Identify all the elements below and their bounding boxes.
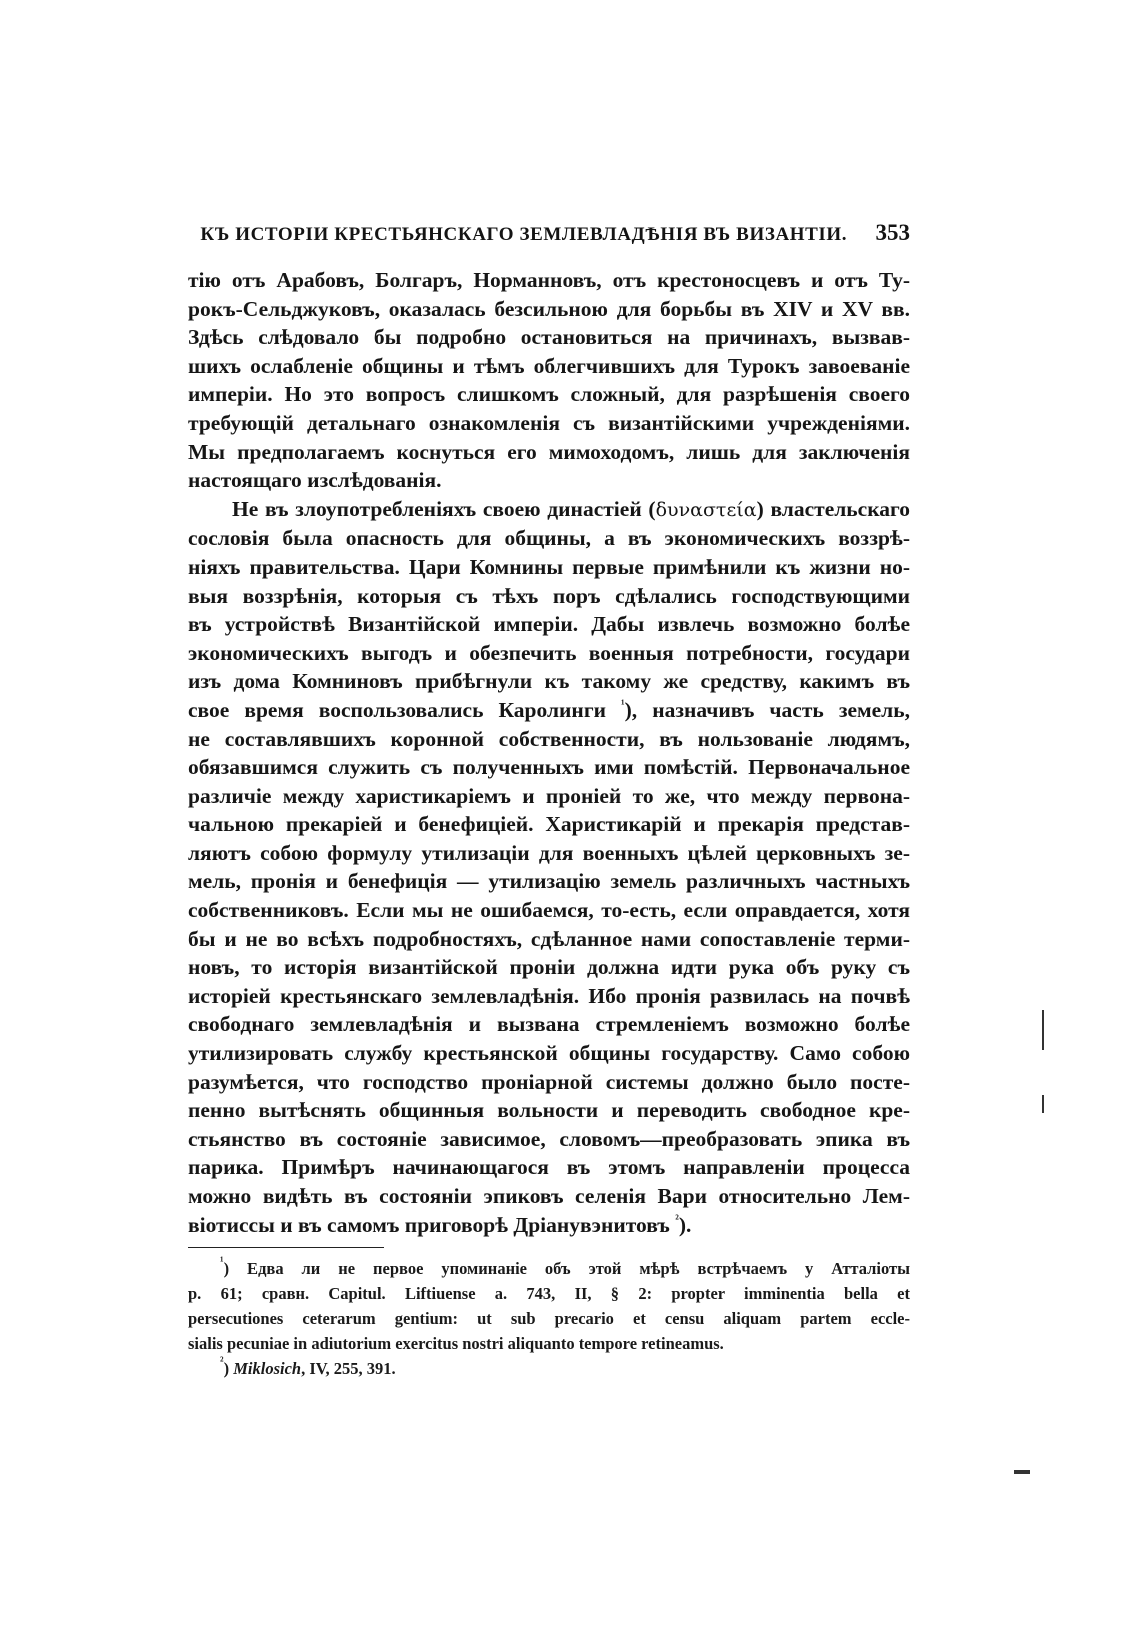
text-line: не составлявшихъ коронной собственности, въ нользованіе людямъ, [188, 726, 910, 751]
text-fragment: віотиссы и въ самомъ приговорѣ Дріанувэнитовъ [188, 1212, 676, 1237]
text-line: въ устройствѣ Византійской имперіи. Дабы извлечь возможно болѣе [188, 612, 910, 637]
text-line: обязавшимся служить съ полученныхъ ими помѣстій. Первоначальное [188, 755, 910, 780]
text-line: имперіи. Но это вопросъ слишкомъ сложный, для разрѣшенія своего [188, 382, 910, 407]
text-fragment: , IV, 255, 391. [301, 1359, 396, 1378]
scan-mark [1014, 1470, 1030, 1474]
text-fragment: свое время воспользовались Каролинги [188, 697, 622, 722]
text-line: новъ, то исторія византійской проніи должна идти рука объ руку съ [188, 955, 910, 980]
text-line: выя воззрѣнія, которыя съ тѣхъ поръ сдѣлались господствующими [188, 583, 910, 608]
text-line: исторіей крестьянскаго землевладѣнія. Ибо пронія развилась на почвѣ [188, 983, 910, 1008]
text-line: требующій детальнаго ознакомленія съ византійскими учрежденіями. [188, 410, 910, 435]
running-title: КЪ ИСТОРІИ КРЕСТЬЯНСКАГО ЗЕМЛЕВЛАДѢНІЯ ВЪ ВИЗАНТІИ. [200, 224, 848, 245]
footnote-ref-1[interactable]: ¹ [621, 696, 625, 711]
running-header [188, 220, 910, 256]
text-line [188, 696, 910, 725]
text-line: свободнаго землевладѣнія и вызвана стремленіемъ возможно болѣе [188, 1012, 910, 1037]
text-line: настоящаго изслѣдованія. [188, 468, 442, 493]
footnote-2-line: $^{^2}$) Miklosich, IV, 255, 391. [220, 1354, 396, 1378]
text-line: мель, пронія и бенефиція — утилизацію земель различныхъ частныхъ [188, 869, 910, 894]
paragraph-2 [188, 495, 910, 1239]
text-line [188, 495, 910, 525]
page-number: 353 [875, 220, 910, 245]
text-line: сословія была опасность для общины, а въ экономическихъ воззрѣ- [188, 526, 910, 551]
text-fragment: ), назначивъ часть земель, [624, 697, 910, 722]
text-line: изъ дома Комниновъ прибѣгнули къ такому же средству, какимъ въ [188, 669, 910, 694]
footnote-1-line: sialis pecuniae in adiutorium exercitus nostri aliquanto tempore retineamus. [188, 1334, 724, 1353]
text-fragment: ) Едва ли не первое упоминаніе объ этой мѣрѣ встрѣчаемъ у Атталіоты [223, 1259, 910, 1278]
scan-mark [1042, 1095, 1044, 1113]
text-line: бы и не во всѣхъ подробностяхъ, сдѣланное нами сопоставленіе терми- [188, 926, 910, 951]
text-fragment: ) властельскаго [756, 496, 911, 521]
text-line: разумѣется, что господство проніарной системы должно было посте- [188, 1069, 910, 1094]
text-line: пенно вытѣснять общинныя вольности и переводить свободное кре- [188, 1098, 910, 1123]
text-line: различіе между харистикаріемъ и проніей то же, что между первона- [188, 783, 910, 808]
footnote-2-marker: ² [220, 1354, 224, 1368]
main-text [188, 266, 910, 1239]
text-fragment: ). [678, 1212, 692, 1237]
text-line: рокъ-Сельджуковъ, оказалась безсильною для борьбы въ XIV и XV вв. [188, 296, 910, 321]
greek-word: δυναστεία [655, 498, 757, 521]
footnote-1-line [188, 1256, 910, 1281]
footnotes [188, 1256, 910, 1381]
text-line: можно видѣть въ состояніи эпиковъ селенія Вари относительно Лем- [188, 1184, 910, 1208]
paragraph-1 [188, 266, 910, 495]
footnote-ref-2[interactable]: ² [675, 1211, 679, 1226]
footnote-1-line: p. 61; сравн. Capitul. Liftiuense a. 743, II, § 2: propter imminentia bella et [188, 1284, 910, 1303]
text-line: Мы предполагаемъ коснуться его мимоходомъ, лишь для заключенія [188, 439, 910, 464]
footnote-2-author: Miklosich [233, 1359, 302, 1378]
text-line: чальною прекаріей и бенефиціей. Харистикарій и прекарія представ- [188, 812, 910, 837]
text-line: шихъ ослабленіе общины и тѣмъ облегчившихъ для Турокъ завоеваніе [188, 353, 910, 378]
text-fragment: Не въ злоупотребленіяхъ своею династіей ( [232, 496, 656, 521]
text-line: ніяхъ правительства. Цари Комнины первые примѣнили къ жизни но- [188, 554, 910, 579]
footnote-divider [188, 1247, 384, 1248]
scan-mark [1042, 1010, 1044, 1050]
text-line: стьянство въ состояніе зависимое, словомъ—преобразовать эпика въ [188, 1126, 910, 1151]
text-line: парика. Примѣръ начинающагося въ этомъ направленіи процесса [188, 1155, 910, 1180]
text-line: собственниковъ. Если мы не ошибаемся, то-есть, если оправдается, хотя [188, 898, 910, 923]
text-line [188, 1211, 910, 1240]
footnote-1-marker: ¹ [220, 1254, 224, 1268]
text-line: Здѣсь слѣдовало бы подробно остановиться на причинахъ, вызвав- [188, 325, 910, 350]
footnote-1-line: persecutiones ceterarum gentium: ut sub precario et censu aliquam partem eccle- [188, 1309, 910, 1328]
text-line: ляютъ собою формулу утилизаціи для военныхъ цѣлей церковныхъ зе- [188, 840, 910, 865]
text-line: тію отъ Арабовъ, Болгаръ, Норманновъ, отъ крестоносцевъ и отъ Ту- [188, 268, 910, 292]
text-line: экономическихъ выгодъ и обезпечить военныя потребности, государи [188, 640, 910, 665]
text-line: утилизировать службу крестьянской общины государству. Само собою [188, 1041, 910, 1066]
